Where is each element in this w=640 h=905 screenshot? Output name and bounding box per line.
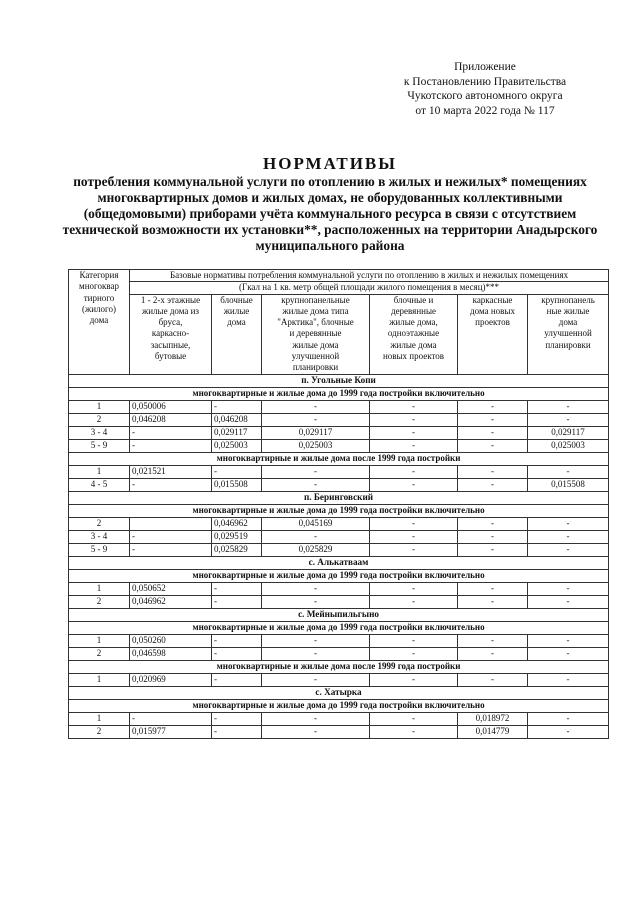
- table-row: [69, 400, 609, 413]
- value-cell: -: [458, 634, 528, 647]
- subheader-row: [69, 504, 609, 517]
- value-cell: -: [130, 478, 212, 491]
- value-cell: -: [458, 439, 528, 452]
- value-cell: -: [458, 400, 528, 413]
- category-cell: 2: [69, 413, 130, 426]
- category-cell: 2: [69, 595, 130, 608]
- value-cell: 0,021521: [130, 465, 212, 478]
- table-row: [69, 478, 609, 491]
- settlement-row: [69, 686, 609, 699]
- value-cell: -: [370, 413, 458, 426]
- table-row: [69, 465, 609, 478]
- value-cell: -: [370, 647, 458, 660]
- value-cell: -: [370, 530, 458, 543]
- subheader-row: [69, 452, 609, 465]
- table-row: [69, 712, 609, 725]
- value-cell: -: [528, 413, 609, 426]
- category-cell: 1: [69, 400, 130, 413]
- category-cell: 2: [69, 725, 130, 738]
- title-subheading: потребления коммунальной услуги по отоплению в жилых и нежилых* помещениях многоквартирных домов и жилых домах, не оборудованных коллективными (общедомовыми) приборами учёта коммунального ресурса в связи с отсутствием технической возможности их установки**, расположенных на территории Анадырского муниципального района: [62, 174, 598, 253]
- table-row: [69, 426, 609, 439]
- value-cell: -: [528, 517, 609, 530]
- value-cell: -: [370, 465, 458, 478]
- value-cell: -: [130, 712, 212, 725]
- value-cell: -: [262, 647, 370, 660]
- value-cell: -: [528, 582, 609, 595]
- table-row: [69, 439, 609, 452]
- value-cell: -: [528, 647, 609, 660]
- period-label: многоквартирные и жилые дома после 1999 года постройки: [69, 452, 609, 465]
- value-cell: 0,015977: [130, 725, 212, 738]
- value-cell: 0,025003: [528, 439, 609, 452]
- value-cell: -: [370, 712, 458, 725]
- value-cell: 0,050006: [130, 400, 212, 413]
- appendix-line: к Постановлению Правительства: [403, 75, 567, 88]
- header-col-2: блочные жилые дома: [212, 294, 262, 374]
- header-col-3: крупнопанельные жилые дома типа "Арктика", блочные и деревянные жилые дома улучшенной планировки: [262, 294, 370, 374]
- value-cell: -: [458, 478, 528, 491]
- value-cell: -: [370, 517, 458, 530]
- settlement-name: с. Алькатваам: [69, 556, 609, 569]
- value-cell: 0,015508: [528, 478, 609, 491]
- value-cell: -: [458, 673, 528, 686]
- subheader-row: [69, 660, 609, 673]
- value-cell: 0,046962: [130, 595, 212, 608]
- period-label: многоквартирные и жилые дома до 1999 года постройки включительно: [69, 387, 609, 400]
- value-cell: -: [212, 673, 262, 686]
- value-cell: -: [370, 478, 458, 491]
- settlement-name: п. Угольные Копи: [69, 374, 609, 387]
- header-col-6: крупнопанель ные жилые дома улучшенной планировки: [528, 294, 609, 374]
- title-heading: НОРМАТИВЫ: [263, 154, 397, 173]
- table-row: [69, 647, 609, 660]
- category-cell: 3 - 4: [69, 530, 130, 543]
- value-cell: -: [212, 465, 262, 478]
- value-cell: -: [212, 725, 262, 738]
- value-cell: -: [458, 465, 528, 478]
- value-cell: -: [262, 712, 370, 725]
- value-cell: 0,029519: [212, 530, 262, 543]
- value-cell: -: [528, 530, 609, 543]
- value-cell: -: [528, 595, 609, 608]
- value-cell: -: [528, 543, 609, 556]
- value-cell: -: [370, 673, 458, 686]
- value-cell: -: [262, 725, 370, 738]
- header-col-1: 1 - 2-х этажные жилые дома из бруса, каркасно- засыпные, бутовые: [130, 294, 212, 374]
- document-title: [60, 154, 600, 254]
- value-cell: -: [262, 413, 370, 426]
- category-cell: 2: [69, 647, 130, 660]
- value-cell: -: [370, 725, 458, 738]
- category-cell: 1: [69, 712, 130, 725]
- value-cell: -: [130, 439, 212, 452]
- category-cell: 1: [69, 634, 130, 647]
- value-cell: 0,046962: [212, 517, 262, 530]
- category-cell: 1: [69, 673, 130, 686]
- value-cell: -: [370, 634, 458, 647]
- category-cell: 3 - 4: [69, 426, 130, 439]
- value-cell: -: [370, 439, 458, 452]
- value-cell: -: [370, 426, 458, 439]
- value-cell: 0,029117: [528, 426, 609, 439]
- value-cell: -: [458, 595, 528, 608]
- subheader-row: [69, 569, 609, 582]
- table-row: [69, 582, 609, 595]
- appendix-line: Приложение: [454, 61, 516, 73]
- subheader-row: [69, 387, 609, 400]
- table-row: [69, 725, 609, 738]
- value-cell: -: [458, 517, 528, 530]
- value-cell: -: [528, 400, 609, 413]
- header-main: Базовые нормативы потребления коммунальной услуги по отоплению в жилых и нежилых помещениях: [130, 270, 609, 282]
- header-unit: (Гкал на 1 кв. метр общей площади жилого помещения в месяц)***: [130, 282, 609, 294]
- value-cell: [130, 517, 212, 530]
- period-label: многоквартирные и жилые дома до 1999 года постройки включительно: [69, 504, 609, 517]
- value-cell: -: [458, 413, 528, 426]
- value-cell: -: [212, 595, 262, 608]
- subheader-row: [69, 621, 609, 634]
- table-row: [69, 517, 609, 530]
- settlement-name: с. Хатырка: [69, 686, 609, 699]
- appendix-line: от 10 марта 2022 года № 117: [415, 104, 555, 117]
- value-cell: -: [458, 543, 528, 556]
- value-cell: -: [130, 426, 212, 439]
- value-cell: -: [130, 543, 212, 556]
- value-cell: 0,018972: [458, 712, 528, 725]
- appendix-block: [380, 60, 590, 118]
- value-cell: -: [528, 634, 609, 647]
- value-cell: -: [458, 647, 528, 660]
- value-cell: -: [262, 400, 370, 413]
- value-cell: 0,046598: [130, 647, 212, 660]
- table-row: [69, 413, 609, 426]
- settlement-name: с. Мейныпильгыно: [69, 608, 609, 621]
- norms-table: [68, 269, 609, 739]
- value-cell: 0,020969: [130, 673, 212, 686]
- value-cell: -: [212, 634, 262, 647]
- settlement-row: [69, 374, 609, 387]
- table-row: [69, 673, 609, 686]
- value-cell: 0,014779: [458, 725, 528, 738]
- category-cell: 2: [69, 517, 130, 530]
- table-row: [69, 595, 609, 608]
- value-cell: 0,025829: [262, 543, 370, 556]
- value-cell: -: [262, 634, 370, 647]
- appendix-line: Чукотского автономного округа: [407, 90, 563, 102]
- value-cell: -: [458, 530, 528, 543]
- category-cell: 4 - 5: [69, 478, 130, 491]
- value-cell: 0,050260: [130, 634, 212, 647]
- subheader-row: [69, 699, 609, 712]
- table-row: [69, 530, 609, 543]
- settlement-row: [69, 608, 609, 621]
- value-cell: -: [262, 530, 370, 543]
- value-cell: -: [130, 530, 212, 543]
- header-col-4: блочные и деревянные жилые дома, одноэтажные жилые дома новых проектов: [370, 294, 458, 374]
- header-col-5: каркасные дома новых проектов: [458, 294, 528, 374]
- value-cell: -: [262, 465, 370, 478]
- value-cell: 0,046208: [212, 413, 262, 426]
- value-cell: 0,029117: [262, 426, 370, 439]
- header-category: Категория многоквар тирного (жилого) дома: [69, 270, 130, 375]
- value-cell: 0,025003: [212, 439, 262, 452]
- value-cell: -: [212, 712, 262, 725]
- value-cell: -: [528, 465, 609, 478]
- value-cell: 0,029117: [212, 426, 262, 439]
- value-cell: -: [262, 582, 370, 595]
- value-cell: 0,015508: [212, 478, 262, 491]
- table-row: [69, 634, 609, 647]
- period-label: многоквартирные и жилые дома после 1999 года постройки: [69, 660, 609, 673]
- value-cell: -: [370, 595, 458, 608]
- settlement-row: [69, 491, 609, 504]
- value-cell: -: [528, 673, 609, 686]
- value-cell: 0,045169: [262, 517, 370, 530]
- value-cell: -: [212, 582, 262, 595]
- value-cell: -: [370, 582, 458, 595]
- category-cell: 5 - 9: [69, 543, 130, 556]
- value-cell: -: [262, 595, 370, 608]
- period-label: многоквартирные и жилые дома до 1999 года постройки включительно: [69, 569, 609, 582]
- table-body: [69, 374, 609, 738]
- value-cell: -: [212, 400, 262, 413]
- value-cell: -: [458, 426, 528, 439]
- value-cell: -: [370, 543, 458, 556]
- settlement-name: п. Беринговский: [69, 491, 609, 504]
- category-cell: 5 - 9: [69, 439, 130, 452]
- period-label: многоквартирные и жилые дома до 1999 года постройки включительно: [69, 699, 609, 712]
- value-cell: -: [370, 400, 458, 413]
- value-cell: -: [528, 725, 609, 738]
- settlement-row: [69, 556, 609, 569]
- value-cell: 0,025829: [212, 543, 262, 556]
- value-cell: 0,050652: [130, 582, 212, 595]
- value-cell: 0,025003: [262, 439, 370, 452]
- value-cell: -: [528, 712, 609, 725]
- period-label: многоквартирные и жилые дома до 1999 года постройки включительно: [69, 621, 609, 634]
- table-row: [69, 543, 609, 556]
- category-cell: 1: [69, 582, 130, 595]
- category-cell: 1: [69, 465, 130, 478]
- value-cell: 0,046208: [130, 413, 212, 426]
- value-cell: -: [458, 582, 528, 595]
- value-cell: -: [262, 478, 370, 491]
- value-cell: -: [212, 647, 262, 660]
- value-cell: -: [262, 673, 370, 686]
